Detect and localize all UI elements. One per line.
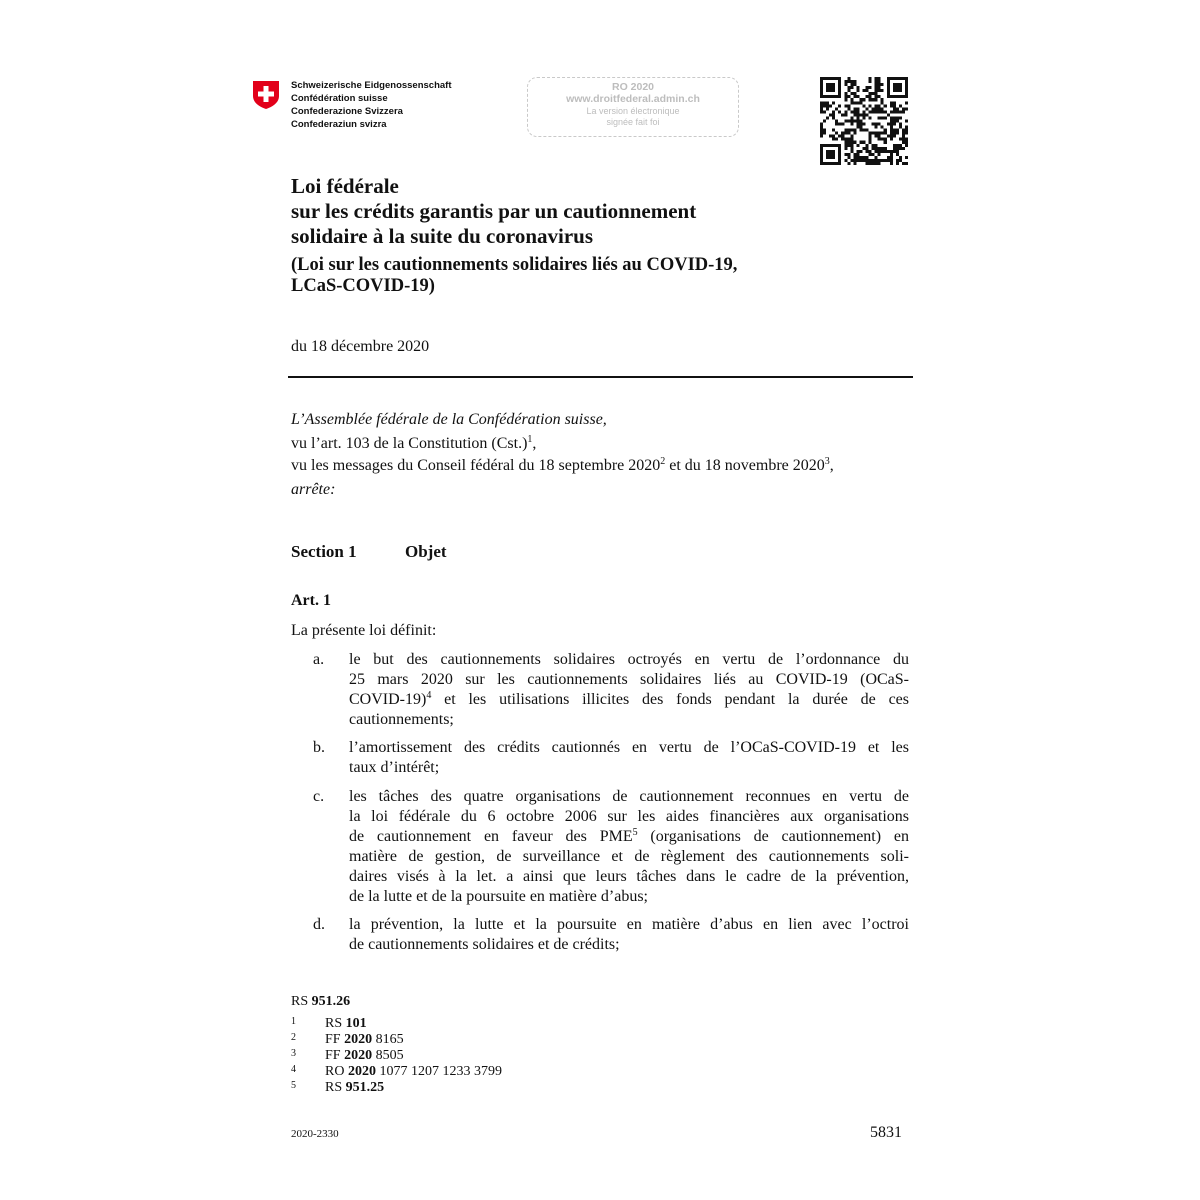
item-line: les tâches des quatre organisations de cautionnement reconnues en vertu de (349, 788, 909, 805)
footnote-number: 5 (291, 1080, 296, 1091)
item-text-part: COVID-19) (349, 691, 427, 708)
title-line: Loi fédérale (291, 174, 399, 198)
confederation-name: Confédération suisse (291, 93, 388, 104)
footnote-ref: 3 (824, 456, 830, 467)
electronic-signature-stamp (527, 77, 739, 137)
footnote-ref: 2 (660, 456, 666, 467)
rs-number (291, 994, 350, 1010)
footnote-number: 2 (291, 1032, 296, 1043)
item-line: le but des cautionnements solidaires octroyés en vertu de l’ordonnance du (349, 651, 909, 668)
stamp-line: signée fait foi (606, 117, 660, 127)
preamble-text: vu les messages du Conseil fédéral du 18 septembre 2020 (291, 457, 661, 474)
item-text (349, 787, 909, 907)
item-line: la loi fédérale du 6 octobre 2006 sur les aides financières aux organisations (349, 808, 909, 825)
footnote-bold: 2020 (344, 1032, 373, 1047)
preamble-text: vu l’art. 103 de la Constitution (Cst.) (291, 435, 528, 452)
item-line: cautionnements; (349, 711, 454, 728)
subtitle-line: LCaS-COVID-19) (291, 276, 435, 296)
item-text (349, 915, 909, 955)
footnote-rest: 8505 (372, 1048, 404, 1063)
preamble-text: , (532, 435, 537, 452)
footnote-text (325, 1032, 404, 1048)
footnote-bold: 951.25 (345, 1080, 385, 1095)
item-line: l’amortissement des crédits cautionnés en vertu de l’OCaS-COVID-19 et les (349, 739, 909, 756)
item-line: taux d’intérêt; (349, 759, 440, 776)
law-date: du 18 décembre 2020 (291, 338, 430, 355)
footnote-bold: 2020 (347, 1064, 376, 1079)
item-label: a. (313, 651, 325, 668)
footnote-number: 3 (291, 1048, 296, 1059)
stamp-line: RO 2020 (611, 81, 655, 93)
footnote-rest: 8165 (372, 1032, 404, 1047)
footnote-text (325, 1080, 384, 1096)
section-name: Objet (405, 542, 447, 561)
footnote-number: 1 (291, 1016, 296, 1027)
preamble-arrete: arrête: (291, 481, 336, 498)
item-line: de la lutte et de la poursuite en matière d’abus; (349, 888, 648, 905)
preamble-text: , (829, 457, 834, 474)
footnote-bold: 2020 (344, 1048, 373, 1063)
item-text-part: et les utilisations illicites des fonds pendant la durée de ces (431, 691, 909, 708)
footnote-rest: 1077 1207 1233 3799 (375, 1064, 502, 1079)
title-line: sur les crédits garantis par un cautionnement (291, 199, 697, 223)
item-text (349, 738, 909, 778)
law-subtitle (291, 255, 911, 297)
footnote-text (325, 1064, 502, 1080)
subtitle-line: (Loi sur les cautionnements solidaires liés au COVID-19, (291, 255, 738, 275)
item-line: de cautionnements solidaires et de crédits; (349, 936, 620, 953)
footnote-ref: 1 (527, 434, 533, 445)
swiss-cross-icon (252, 80, 280, 110)
preamble-vu-messages (291, 456, 931, 476)
divider (288, 376, 913, 378)
item-text-part: (organisations de cautionnement) en (637, 828, 909, 845)
rs-prefix: RS (291, 994, 312, 1009)
confederation-names (291, 79, 452, 131)
qr-code-icon (820, 77, 908, 165)
item-line: matière de gestion, de surveillance et de règlement des cautionnements soli- (349, 848, 909, 865)
preamble-assembly: L’Assemblée fédérale de la Confédération suisse, (291, 411, 607, 428)
section-number: Section 1 (291, 542, 357, 561)
preamble-vu-constitution (291, 434, 931, 454)
item-line: 25 mars 2020 sur les cautionnements solidaires liés au COVID-19 (OCaS- (349, 671, 909, 688)
confederation-name: Confederazione Svizzera (291, 106, 403, 117)
page-number: 5831 (870, 1124, 902, 1141)
footnote-text (325, 1048, 404, 1064)
stamp-line: La version électronique (586, 106, 680, 116)
footnote-text (325, 1016, 367, 1032)
footnote-ref: 4 (426, 690, 432, 701)
stamp-line: www.droitfederal.admin.ch (566, 93, 700, 105)
rs-value: 951.26 (311, 994, 351, 1009)
footnote-prefix: FF (325, 1048, 345, 1063)
law-title (291, 174, 911, 249)
footnote-prefix: RS (325, 1080, 346, 1095)
confederation-name: Confederaziun svizra (291, 119, 387, 130)
item-text (349, 650, 909, 730)
footnote-prefix: FF (325, 1032, 345, 1047)
item-label: c. (313, 788, 325, 805)
item-line (349, 827, 909, 847)
confederation-name: Schweizerische Eidgenossenschaft (291, 80, 452, 91)
item-label: d. (313, 916, 325, 933)
section-heading (291, 542, 447, 562)
footnote-prefix: RO (325, 1064, 348, 1079)
item-label: b. (313, 739, 325, 756)
footnote-prefix: RS (325, 1016, 346, 1031)
title-line: solidaire à la suite du coronavirus (291, 224, 594, 248)
article-intro: La présente loi définit: (291, 622, 437, 639)
article-title: Art. 1 (291, 592, 331, 609)
footnote-number: 4 (291, 1064, 296, 1075)
document-id: 2020-2330 (291, 1128, 339, 1140)
item-text-part: de cautionnement en faveur des PME (349, 828, 633, 845)
footnote-ref: 5 (632, 827, 638, 838)
preamble-text: et du 18 novembre 2020 (665, 457, 825, 474)
item-line (349, 690, 909, 710)
item-line: daires visés à la let. a ainsi que leurs tâches dans le cadre de la prévention, (349, 868, 909, 885)
footnote-bold: 101 (345, 1016, 367, 1031)
item-line: la prévention, la lutte et la poursuite en matière d’abus en lien avec l’octroi (349, 916, 909, 933)
